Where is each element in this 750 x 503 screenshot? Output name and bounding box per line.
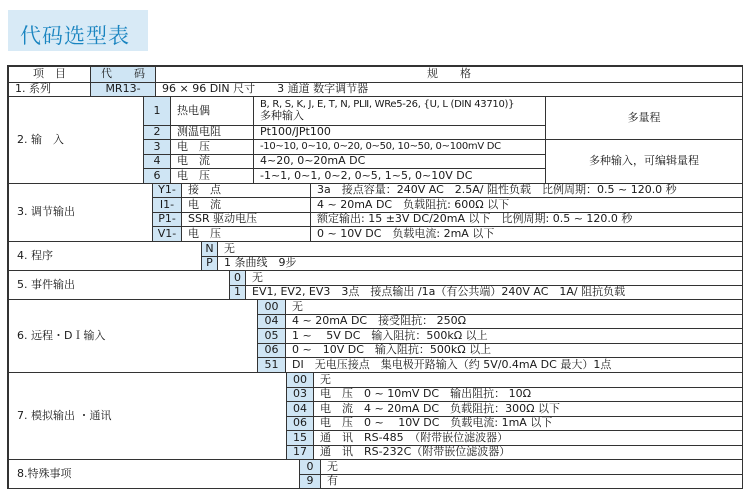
spec-cell: 0 ~ 10V DC 负载电流: 2mA 以下	[310, 226, 742, 241]
series-code-cell: MR13-	[90, 82, 155, 96]
note-cell: 多种输入，可编辑量程	[545, 139, 742, 183]
spec-cell: 3a 接点容量：240V AC 2.5A/ 阻性负载 比例周期：0.5 ~ 120.0 秒	[310, 183, 742, 197]
spec-cell: 4 ~ 20mA DC 接受阻抗： 250Ω	[285, 314, 742, 328]
thermocouple-types: B, R, S, K, J, E, T, N, PLⅡ, WRe5-26, {U, L (DIN 43710)}	[260, 98, 515, 110]
spec-cell: 通 讯 RS-485 （附带嵌位滤波器）	[313, 430, 742, 445]
spec-cell: 电 流 4 ~ 20mA DC 负载阻抗：300Ω 以下	[313, 401, 742, 416]
code-cell: 15	[286, 430, 313, 445]
spec-cell: 无	[313, 372, 742, 387]
input-type-label: 电 流	[170, 154, 253, 168]
spec-cell: 无	[217, 241, 742, 256]
spec-cell: 0 ~ 10V DC 输入阻抗：500kΩ 以上	[285, 343, 742, 357]
output-type-label: 电 压	[181, 226, 310, 241]
special-items-label: 8.特殊事项	[8, 459, 299, 488]
spec-cell: 1 ~ 5V DC 输入阻抗：500kΩ 以上	[285, 328, 742, 343]
code-cell: 05	[257, 328, 285, 343]
spec-cell: 有	[320, 474, 742, 488]
input-type-label: 电 压	[170, 168, 253, 183]
spec-cell: 通 讯 RS-232C（附带嵌位滤波器）	[313, 445, 742, 459]
spec-cell: -1~1, 0~1, 0~2, 0~5, 1~5, 0~10V DC	[253, 168, 545, 183]
spec-cell: 电 压 0 ~ 10mV DC 输出阻抗： 10Ω	[313, 387, 742, 401]
code-cell: 4	[143, 154, 170, 168]
code-cell: 2	[143, 125, 170, 139]
control-output-item-label: 3. 调节输出	[8, 183, 152, 241]
code-cell: 06	[257, 343, 285, 357]
input-type-label: 电 压	[170, 139, 253, 154]
input-type-label: 热电偶	[170, 96, 253, 125]
spec-cell: -10~10, 0~10, 0~20, 0~50, 10~50, 0~100mV DC	[253, 139, 545, 154]
code-cell: 0	[299, 459, 320, 474]
code-cell: 03	[286, 387, 313, 401]
code-cell: P1-	[152, 212, 181, 226]
code-cell: 00	[257, 299, 285, 314]
code-selection-table	[7, 65, 743, 489]
event-output-item-label: 5. 事件输出	[8, 270, 229, 299]
output-type-label: 接 点	[181, 183, 310, 197]
spec-cell: 电 压 0 ~ 10V DC 负载电流: 1mA 以下	[313, 416, 742, 430]
thermocouple-note: 多种输入	[260, 109, 304, 123]
header-item: 项 目	[8, 66, 90, 82]
output-type-label: SSR 驱动电压	[181, 212, 310, 226]
code-cell: 00	[286, 372, 313, 387]
code-cell: 51	[257, 357, 285, 372]
input-item-label: 2. 输 入	[8, 96, 143, 183]
code-cell: 1	[229, 285, 245, 299]
code-cell: 6	[143, 168, 170, 183]
spec-cell: Pt100/JPt100	[253, 125, 545, 139]
series-item-label: 1. 系列	[8, 82, 90, 96]
series-spec-cell: 96 × 96 DIN 尺寸 3 通道 数字调节器	[155, 82, 742, 96]
spec-cell: 额定输出: 15 ±3V DC/20mA 以下 比例周期: 0.5 ~ 120.0 秒	[310, 212, 742, 226]
code-cell: 04	[286, 401, 313, 416]
header-code: 代 码	[90, 66, 155, 82]
spec-cell: 1 条曲线 9步	[217, 256, 742, 270]
code-cell: I1-	[152, 197, 181, 212]
code-cell: 1	[143, 96, 170, 125]
spec-cell	[253, 96, 545, 125]
code-cell: P	[201, 256, 217, 270]
spec-cell: 无	[320, 459, 742, 474]
code-cell: 3	[143, 139, 170, 154]
spec-cell: EV1, EV2, EV3 3点 接点输出 /1a（有公共端）240V AC 1A/ 阻抗负载	[245, 285, 742, 299]
code-cell: 0	[229, 270, 245, 285]
title-block	[8, 10, 148, 51]
spec-cell: 4 ~ 20mA DC 负载阻抗: 600Ω 以下	[310, 197, 742, 212]
program-item-label: 4. 程序	[8, 241, 201, 270]
page-title: 代码选型表	[20, 24, 130, 48]
spec-cell: 无	[245, 270, 742, 285]
code-cell: 9	[299, 474, 320, 488]
output-type-label: 电 流	[181, 197, 310, 212]
spec-cell: 4~20, 0~20mA DC	[253, 154, 545, 168]
code-cell: 17	[286, 445, 313, 459]
note-cell: 多量程	[545, 96, 742, 139]
spec-cell: 无	[285, 299, 742, 314]
header-spec: 规 格	[155, 66, 742, 82]
code-cell: N	[201, 241, 217, 256]
code-cell: 04	[257, 314, 285, 328]
code-cell: Y1-	[152, 183, 181, 197]
code-cell: V1-	[152, 226, 181, 241]
analog-comm-item-label: 7. 模拟输出 ・通讯	[8, 372, 286, 459]
remote-di-item-label: 6. 远程・DＩ输入	[8, 299, 257, 372]
input-type-label: 测温电阻	[170, 125, 253, 139]
spec-cell: DI 无电压接点 集电极开路输入（约 5V/0.4mA DC 最大）1点	[285, 357, 742, 372]
code-cell: 06	[286, 416, 313, 430]
